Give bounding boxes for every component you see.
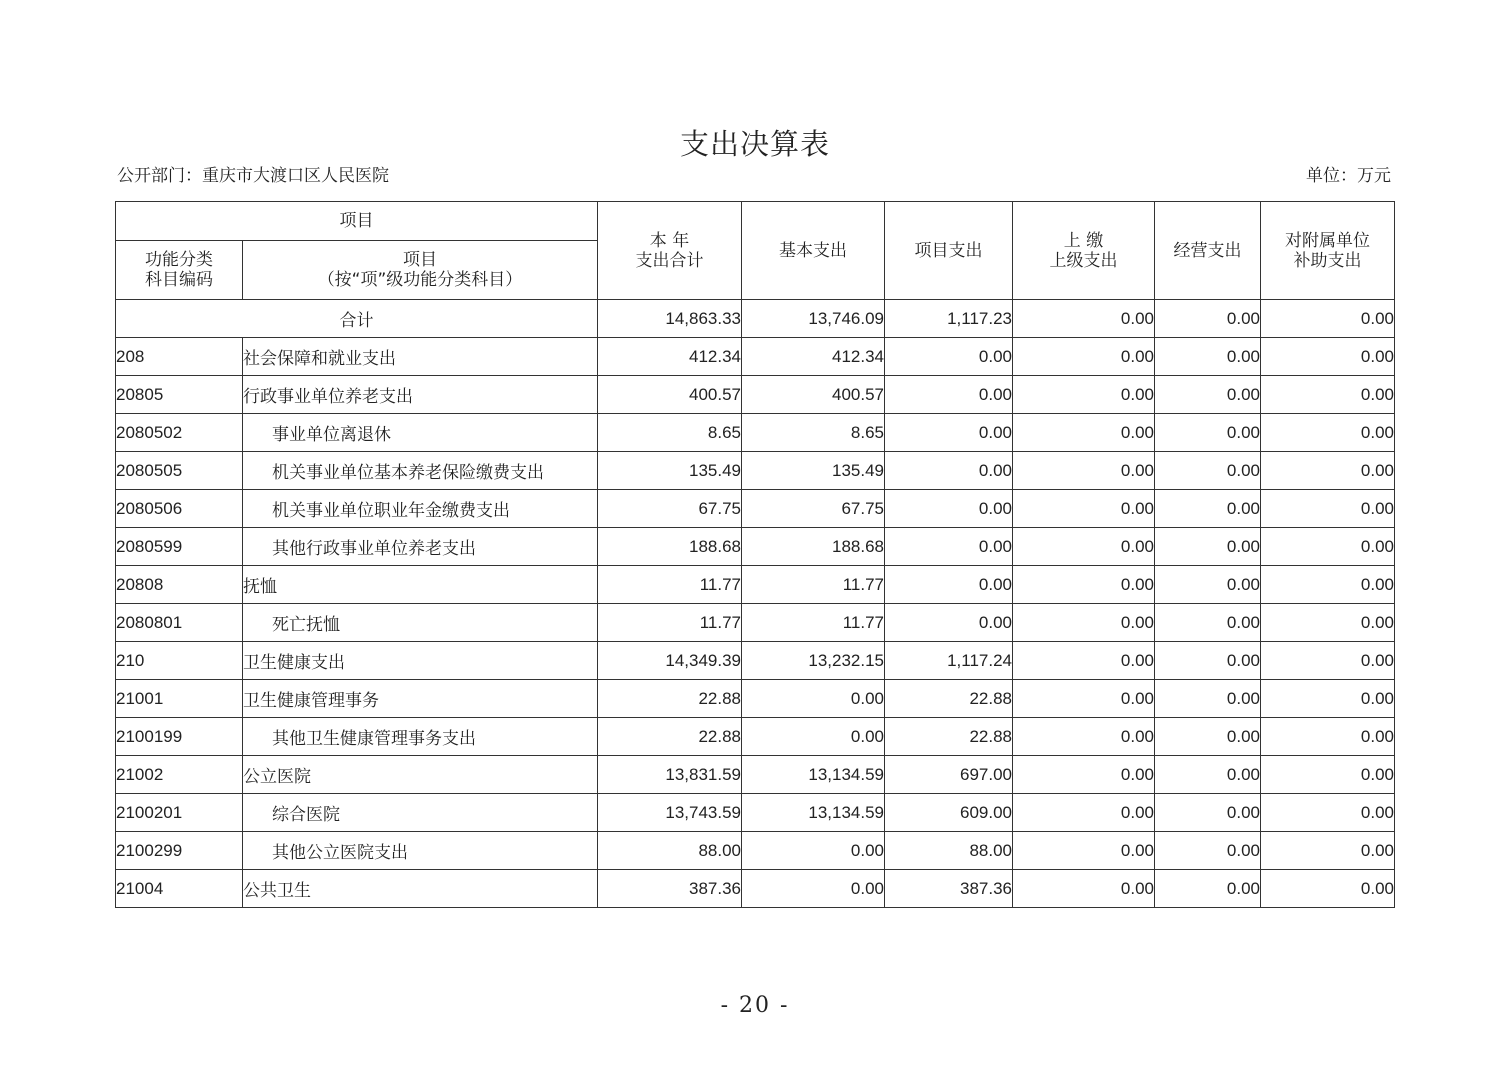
row-value: 11.77 — [598, 566, 742, 604]
table-row — [116, 376, 1395, 414]
row-code: 2100201 — [116, 794, 243, 832]
row-value: 8.65 — [742, 414, 885, 452]
row-value: 188.68 — [598, 528, 742, 566]
row-value: 0.00 — [1261, 376, 1395, 414]
row-value: 0.00 — [1155, 604, 1261, 642]
row-value: 0.00 — [885, 490, 1013, 528]
header-upper: 上 缴 上级支出 — [1013, 202, 1155, 300]
row-value: 22.88 — [885, 680, 1013, 718]
row-value: 67.75 — [598, 490, 742, 528]
table-row — [116, 642, 1395, 680]
row-value: 0.00 — [885, 338, 1013, 376]
total-value: 0.00 — [1261, 300, 1395, 338]
row-name: 其他公立医院支出 — [243, 832, 598, 870]
row-value: 0.00 — [1155, 528, 1261, 566]
row-value: 0.00 — [1013, 338, 1155, 376]
row-value: 0.00 — [1261, 338, 1395, 376]
header-business: 经营支出 — [1155, 202, 1261, 300]
row-value: 0.00 — [1155, 756, 1261, 794]
header-subsidy: 对附属单位 补助支出 — [1261, 202, 1395, 300]
total-value: 14,863.33 — [598, 300, 742, 338]
header-project: 项目支出 — [885, 202, 1013, 300]
row-value: 0.00 — [742, 870, 885, 908]
table-row — [116, 756, 1395, 794]
row-value: 0.00 — [1261, 452, 1395, 490]
row-value: 11.77 — [742, 604, 885, 642]
row-value: 22.88 — [598, 718, 742, 756]
row-value: 0.00 — [885, 604, 1013, 642]
total-value: 13,746.09 — [742, 300, 885, 338]
row-value: 0.00 — [1261, 642, 1395, 680]
row-name: 其他卫生健康管理事务支出 — [243, 718, 598, 756]
row-value: 188.68 — [742, 528, 885, 566]
row-value: 13,134.59 — [742, 794, 885, 832]
row-value: 88.00 — [598, 832, 742, 870]
row-value: 0.00 — [1261, 414, 1395, 452]
row-value: 0.00 — [1155, 794, 1261, 832]
row-name: 行政事业单位养老支出 — [243, 376, 598, 414]
row-code: 20805 — [116, 376, 243, 414]
header-total: 本 年 支出合计 — [598, 202, 742, 300]
table-row — [116, 794, 1395, 832]
row-name: 卫生健康支出 — [243, 642, 598, 680]
table-row — [116, 718, 1395, 756]
row-value: 0.00 — [1013, 870, 1155, 908]
row-value: 0.00 — [1261, 756, 1395, 794]
row-value: 697.00 — [885, 756, 1013, 794]
row-value: 0.00 — [1013, 414, 1155, 452]
row-value: 0.00 — [1155, 338, 1261, 376]
row-value: 0.00 — [742, 832, 885, 870]
row-value: 0.00 — [1261, 528, 1395, 566]
row-value: 0.00 — [1013, 528, 1155, 566]
row-value: 0.00 — [1013, 718, 1155, 756]
row-value: 0.00 — [1155, 414, 1261, 452]
row-code: 2100199 — [116, 718, 243, 756]
table-row — [116, 604, 1395, 642]
row-value: 22.88 — [885, 718, 1013, 756]
row-value: 0.00 — [885, 566, 1013, 604]
row-value: 0.00 — [1155, 566, 1261, 604]
row-name: 社会保障和就业支出 — [243, 338, 598, 376]
row-name: 公共卫生 — [243, 870, 598, 908]
row-value: 0.00 — [1013, 680, 1155, 718]
row-value: 0.00 — [1013, 604, 1155, 642]
row-code: 2080502 — [116, 414, 243, 452]
total-label: 合计 — [116, 300, 598, 338]
row-name: 其他行政事业单位养老支出 — [243, 528, 598, 566]
row-value: 135.49 — [598, 452, 742, 490]
page-title: 支出决算表 — [679, 127, 830, 161]
row-value: 0.00 — [1261, 604, 1395, 642]
row-value: 0.00 — [742, 680, 885, 718]
row-value: 0.00 — [1013, 376, 1155, 414]
total-value: 1,117.23 — [885, 300, 1013, 338]
row-value: 0.00 — [1261, 832, 1395, 870]
header-basic: 基本支出 — [742, 202, 885, 300]
unit-label: 单位：万元 — [1306, 166, 1391, 186]
page-number: - 20 - — [720, 993, 790, 1018]
row-value: 88.00 — [885, 832, 1013, 870]
row-value: 0.00 — [885, 414, 1013, 452]
row-value: 0.00 — [1155, 718, 1261, 756]
table-row — [116, 566, 1395, 604]
row-name: 事业单位离退休 — [243, 414, 598, 452]
row-value: 0.00 — [1155, 870, 1261, 908]
row-value: 67.75 — [742, 490, 885, 528]
row-name: 公立医院 — [243, 756, 598, 794]
table-row — [116, 870, 1395, 908]
row-code: 21004 — [116, 870, 243, 908]
row-code: 208 — [116, 338, 243, 376]
row-value: 0.00 — [885, 528, 1013, 566]
table-row — [116, 490, 1395, 528]
row-value: 0.00 — [1155, 452, 1261, 490]
row-value: 0.00 — [1155, 376, 1261, 414]
row-code: 2080505 — [116, 452, 243, 490]
row-value: 0.00 — [1013, 794, 1155, 832]
row-value: 400.57 — [598, 376, 742, 414]
row-value: 0.00 — [1013, 756, 1155, 794]
row-value: 0.00 — [1155, 680, 1261, 718]
row-value: 0.00 — [1261, 794, 1395, 832]
header-project-group: 项目 — [116, 202, 598, 241]
row-code: 20808 — [116, 566, 243, 604]
row-value: 412.34 — [598, 338, 742, 376]
table-row — [116, 414, 1395, 452]
row-code: 21002 — [116, 756, 243, 794]
total-row — [116, 300, 1395, 338]
row-name: 机关事业单位基本养老保险缴费支出 — [243, 452, 598, 490]
department-label: 公开部门：重庆市大渡口区人民医院 — [117, 166, 389, 186]
row-value: 0.00 — [1261, 566, 1395, 604]
row-value: 13,134.59 — [742, 756, 885, 794]
row-value: 0.00 — [1261, 718, 1395, 756]
row-value: 22.88 — [598, 680, 742, 718]
table-row — [116, 680, 1395, 718]
row-value: 11.77 — [598, 604, 742, 642]
row-value: 609.00 — [885, 794, 1013, 832]
row-name: 死亡抚恤 — [243, 604, 598, 642]
row-name: 机关事业单位职业年金缴费支出 — [243, 490, 598, 528]
row-value: 13,743.59 — [598, 794, 742, 832]
row-value: 0.00 — [1013, 566, 1155, 604]
row-value: 0.00 — [1261, 680, 1395, 718]
table-row — [116, 338, 1395, 376]
row-name: 卫生健康管理事务 — [243, 680, 598, 718]
row-code: 2080599 — [116, 528, 243, 566]
table-row — [116, 528, 1395, 566]
row-code: 210 — [116, 642, 243, 680]
row-value: 0.00 — [1013, 832, 1155, 870]
row-value: 0.00 — [1155, 490, 1261, 528]
row-value: 0.00 — [742, 718, 885, 756]
row-code: 2080801 — [116, 604, 243, 642]
total-value: 0.00 — [1013, 300, 1155, 338]
row-value: 400.57 — [742, 376, 885, 414]
row-code: 2100299 — [116, 832, 243, 870]
row-value: 0.00 — [1261, 870, 1395, 908]
row-value: 0.00 — [1013, 642, 1155, 680]
row-name: 综合医院 — [243, 794, 598, 832]
row-value: 135.49 — [742, 452, 885, 490]
row-value: 387.36 — [885, 870, 1013, 908]
row-value: 0.00 — [1155, 642, 1261, 680]
row-value: 0.00 — [885, 452, 1013, 490]
header-code: 功能分类 科目编码 — [116, 241, 243, 300]
row-value: 13,232.15 — [742, 642, 885, 680]
row-value: 0.00 — [1155, 832, 1261, 870]
table-row — [116, 832, 1395, 870]
row-value: 0.00 — [885, 376, 1013, 414]
row-value: 0.00 — [1013, 490, 1155, 528]
row-value: 11.77 — [742, 566, 885, 604]
expenditure-table — [115, 201, 1395, 908]
table-row — [116, 452, 1395, 490]
row-value: 14,349.39 — [598, 642, 742, 680]
row-value: 13,831.59 — [598, 756, 742, 794]
row-code: 21001 — [116, 680, 243, 718]
row-code: 2080506 — [116, 490, 243, 528]
total-value: 0.00 — [1155, 300, 1261, 338]
row-value: 0.00 — [1261, 490, 1395, 528]
row-value: 0.00 — [1013, 452, 1155, 490]
header-name: 项目 （按“项”级功能分类科目） — [243, 241, 598, 300]
row-value: 8.65 — [598, 414, 742, 452]
row-name: 抚恤 — [243, 566, 598, 604]
row-value: 1,117.24 — [885, 642, 1013, 680]
row-value: 387.36 — [598, 870, 742, 908]
row-value: 412.34 — [742, 338, 885, 376]
